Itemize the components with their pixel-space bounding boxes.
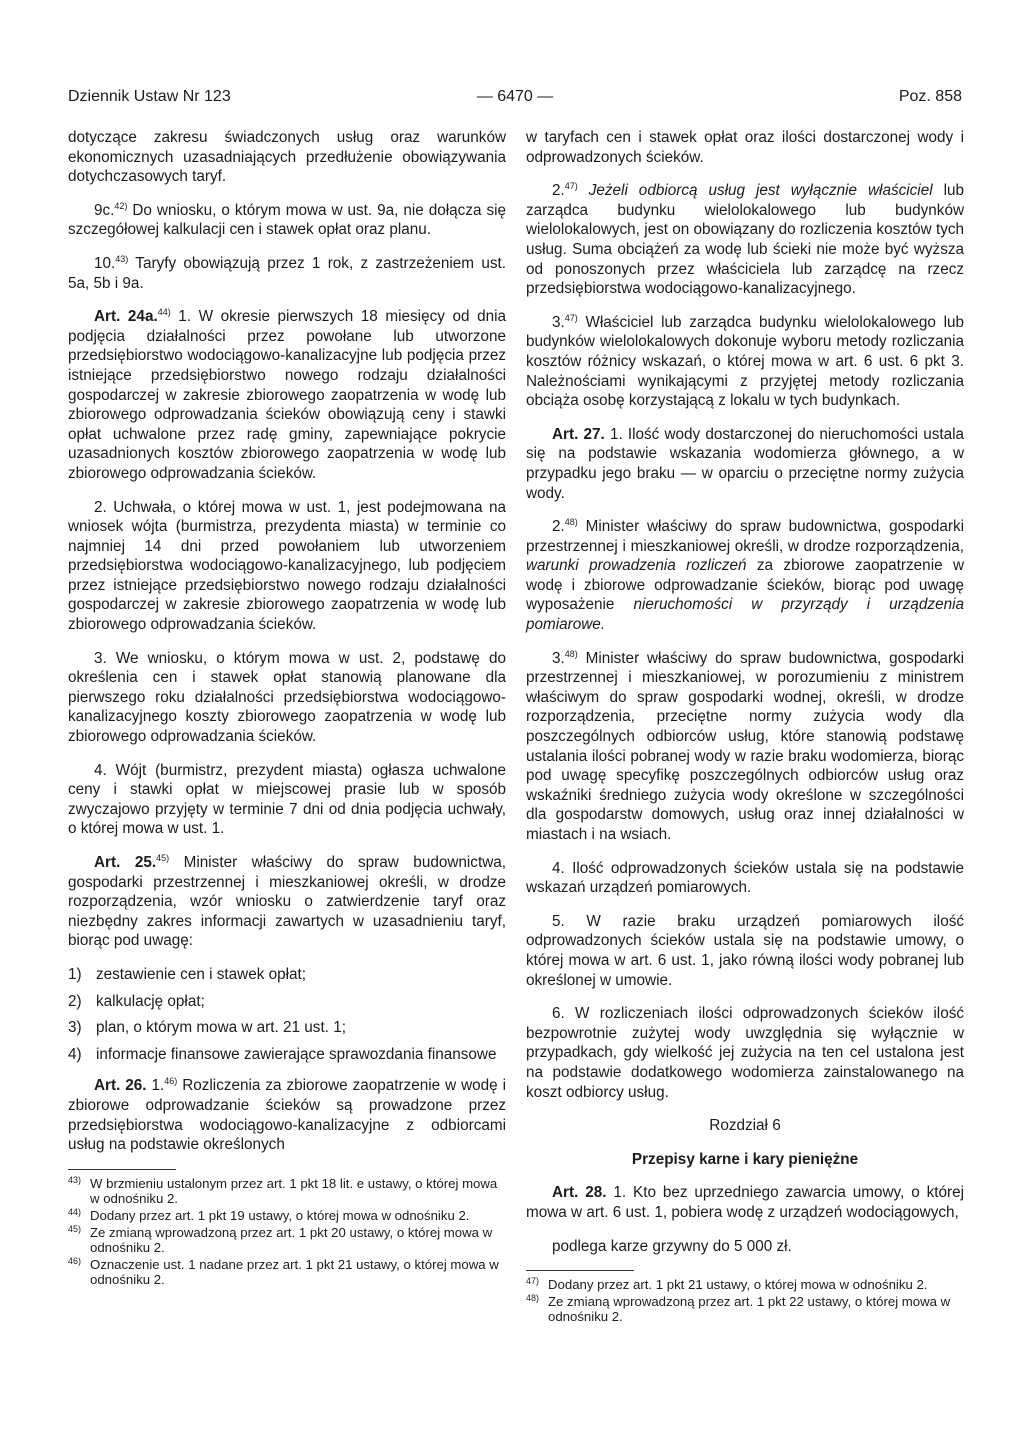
left-column — [68, 128, 506, 1289]
footnote-ref: 44) — [157, 307, 171, 318]
paragraph-continued: dotyczące zakresu świadczonych usług oraz warunków ekonomicznych uzasadniających przedłużenie obowiązywania dotychczasowych taryf. — [68, 129, 506, 186]
page-number: — 6470 — — [476, 88, 554, 105]
footnote: 46) Oznaczenie ust. 1 nadane przez art. 1 pkt 21 ustawy, o której mowa w odnośniku 2. — [68, 1255, 499, 1288]
paragraph-24a-3: 3. We wniosku, o którym mowa w ust. 2, podstawę do określenia cen i stawek opłat stanowią planowane dla pierwszego roku działalności przedsiębiorstwa wodociągowo-kanalizacyjnego koszty zbiorowego zaopatrzenia w wodę lub zbiorowego odprowadzania ścieków. — [68, 649, 506, 746]
paragraph-26-3: 3.$^{47)}$ Właściciel lub zarządca budynku wielolokalowego lub budynków wielolokalowych dokonuje wyboru metody rozliczania kosztów różnicy wskazań, o której mowa w art. 6 ust. 6 pkt 3. Należnościami wynikającymi z przyjętej metody rozliczania obciąża osobę korzystającą z lokalu w tych budynkach. — [526, 312, 964, 410]
paragraph-10: 10.$^{43)}$ Taryfy obowiązują przez 1 rok, z zastrzeżeniem ust. 5a, 5b i 9a. — [68, 253, 506, 292]
article-24a: Art. 24a.$^{44)}$ 1. W okresie pierwszych 18 miesięcy od dnia podjęcia działalności przez powołane lub utworzone przedsiębiorstwo wodociągowo-kanalizacyjne lub podjęcia przez istniejące przedsiębiorstwo nowego rodzaju działalności gospodarczej w zakresie zbiorowego zaopatrzenia w wodę lub zbiorowego odprowadzania ścieków obowiązują ceny i stawki opłat uchwalone przez radę gminy, zapewniające pokrycie uzasadnionych kosztów zbiorowego zaopatrzenia w wodę lub zbiorowego odprowadzania ścieków. — [68, 307, 506, 482]
footnote-ref: 48) — [564, 517, 578, 527]
article-25-list — [68, 965, 506, 1064]
paragraph-24a-4: 4. Wójt (burmistrz, prezydent miasta) ogłasza uchwalone ceny i stawki opłat w miejscowej prasie lub w sposób zwyczajowo przyjęty w terminie 7 dni od dnia podjęcia uchwały, o której mowa w ust. 1. — [68, 761, 506, 838]
list-item: 1) zestawienie cen i stawek opłat; — [68, 965, 307, 983]
article-27: Art. 27. 1. Ilość wody dostarczonej do nieruchomości ustala się na podstawie wskazania wodomierza głównego, a w przypadku jego braku — w oparciu o przeciętne normy zużycia wody. — [526, 425, 965, 502]
paragraph-9c: 9c.$^{42)}$ Do wniosku, o którym mowa w ust. 9a, nie dołącza się szczegółowej kalkulacji cen i stawek opłat oraz planu. — [68, 200, 506, 239]
footnote: 47) Dodany przez art. 1 pkt 21 ustawy, o której mowa w odnośniku 2. — [526, 1276, 928, 1293]
footnote-ref: 48) — [564, 648, 578, 659]
chapter-title: Przepisy karne i kary pieniężne — [631, 1150, 859, 1168]
footnote: 44) Dodany przez art. 1 pkt 19 ustawy, o której mowa w odnośniku 2. — [68, 1206, 470, 1223]
footnote: 48) Ze zmianą wprowadzoną przez art. 1 pkt 22 ustawy, o której mowa w odnośniku 2. — [526, 1292, 951, 1325]
footnote: 43) W brzmieniu ustalonym przez art. 1 pkt 18 lit. e ustawy, o której mowa w odnośniku 2. — [68, 1174, 498, 1207]
page-header — [68, 88, 962, 112]
article-label: Art. 28. — [552, 1184, 607, 1202]
right-column — [526, 128, 964, 1326]
article-26: Art. 26. 1.$^{46)}$ Rozliczenia za zbiorowe zaopatrzenie w wodę i zbiorowe odprowadzanie ścieków są prowadzone przez przedsiębiorstwa wodociągowo-kanalizacyjne z odbiorcami usług na podstawie określonych — [68, 1076, 506, 1154]
penalty-clause: podlega karze grzywny do 5 000 zł. — [552, 1237, 792, 1255]
footnote-ref: 46) — [164, 1076, 178, 1087]
article-28: Art. 28. 1. Kto bez uprzedniego zawarcia umowy, o której mowa w art. 6 ust. 1, pobiera wodę z urządzeń wodociągowych, — [526, 1184, 965, 1221]
chapter-number: Rozdział 6 — [709, 1117, 781, 1135]
paragraph-26-2: 2.$^{47)}$ Jeżeli odbiorcą usług jest wyłącznie właściciel lub zarządca budynku wielolokalowego lub budynków wielolokalowych, jest on obowiązany do rozliczenia kosztów tych usług. Suma obciążeń za wodę lub ścieki nie może być wyższa od ponoszonych przez właściciela lub zarządcę na rzecz przedsiębiorstwa wodociągowo-kanalizacyjnego. — [526, 181, 964, 298]
article-label: Art. 25. — [94, 854, 157, 871]
footnote-ref: 43) — [115, 253, 129, 264]
journal-title: Dziennik Ustaw Nr 123 — [68, 88, 231, 105]
footnote-ref: 45) — [156, 852, 170, 863]
position-number: Poz. 858 — [898, 88, 962, 105]
paragraph-27-3: 3.$^{48)}$ Minister właściwy do spraw budownictwa, gospodarki przestrzennej i mieszkaniowej, w porozumieniu z ministrem właściwym do spraw gospodarki wodnej, określi, w drodze rozporządzenia, przeciętne normy zużycia wody dla poszczególnych odbiorców usług, które stanowią podstawę ustalania ilości pobranej wody w razie braku wodomierza, biorąc pod uwagę specyfikę poszczególnych odbiorców usług oraz wskaźniki średniego zużycia wody określone w szczególności dla gospodarstw domowych, usług oraz innej działalności w miastach i na wsiach. — [526, 648, 964, 843]
article-label: Art. 26. — [94, 1077, 147, 1095]
footnote-ref: 47) — [564, 312, 578, 323]
footnote-separator — [526, 1270, 634, 1271]
footnote-ref: 47) — [564, 181, 578, 192]
paragraph-27-4: 4. Ilość odprowadzonych ścieków ustala się na podstawie wskazań urządzeń pomiarowych. — [526, 859, 964, 897]
paragraph-continued: w taryfach cen i stawek opłat oraz ilości dostarczonej wody i odprowadzonych ścieków. — [526, 129, 964, 166]
paragraph-27-6: 6. W rozliczeniach ilości odprowadzonych ścieków ilość bezpowrotnie zużytej wody uwzględnia się wyłącznie w przypadkach, gdy wielkość jej zużycia na ten cel ustalona jest na podstawie dodatkowego wodomierza zainstalowanego na koszt odbiorcy usług. — [526, 1005, 964, 1101]
paragraph-27-5: 5. W razie braku urządzeń pomiarowych ilość odprowadzonych ścieków ustala się na podstawie umowy, o której mowa w art. 6 ust. 1, jako równą ilości wody pobranej lub określonej w umowie. — [526, 912, 964, 989]
paragraph-24a-2: 2. Uchwała, o której mowa w ust. 1, jest podejmowana na wniosek wójta (burmistrza, prezydenta miasta) w terminie co najmniej 14 dni przed powołaniem lub utworzeniem przedsiębiorstwa wodociągowo-kanalizacyjnego, lub podjęciem przez istniejące przedsiębiorstwo nowego rodzaju działalności gospodarczej w zakresie zbiorowego zaopatrzenia w wodę lub zbiorowego odprowadzania ścieków. — [68, 498, 506, 634]
paragraph-27-2: 2.$^{48)}$ Minister właściwy do spraw budownictwa, gospodarki przestrzennej i mieszkaniowej określi, w drodze rozporządzenia, warunki prowadzenia rozliczeń za zbiorowe zaopatrzenie w wodę i zbiorowe odprowadzanie ścieków, biorąc pod uwagę wyposażenie nieruchomości w przyrządy i urządzenia pomiarowe. — [526, 517, 965, 634]
article-label: Art. 27. — [552, 425, 605, 443]
footnote-separator — [68, 1169, 176, 1170]
article-25: Art. 25.$^{45)}$ Minister właściwy do spraw budownictwa, gospodarki przestrzennej i mieszkaniowej określi, w drodze rozporządzenia, wzór wniosku o zatwierdzenie taryf oraz niezbędny zakres informacji zawartych w uzasadnieniu taryf, biorąc pod uwagę: — [68, 852, 506, 950]
footnote-ref: 42) — [114, 200, 128, 211]
list-item: 2) kalkulację opłat; — [68, 992, 205, 1010]
footnote: 45) Ze zmianą wprowadzoną przez art. 1 pkt 20 ustawy, o której mowa w odnośniku 2. — [68, 1223, 493, 1256]
list-item: 4) informacje finansowe zawierające sprawozdania finansowe — [68, 1045, 497, 1063]
article-label: Art. 24a. — [94, 308, 158, 326]
list-item: 3) plan, o którym mowa w art. 21 ust. 1; — [68, 1019, 346, 1037]
